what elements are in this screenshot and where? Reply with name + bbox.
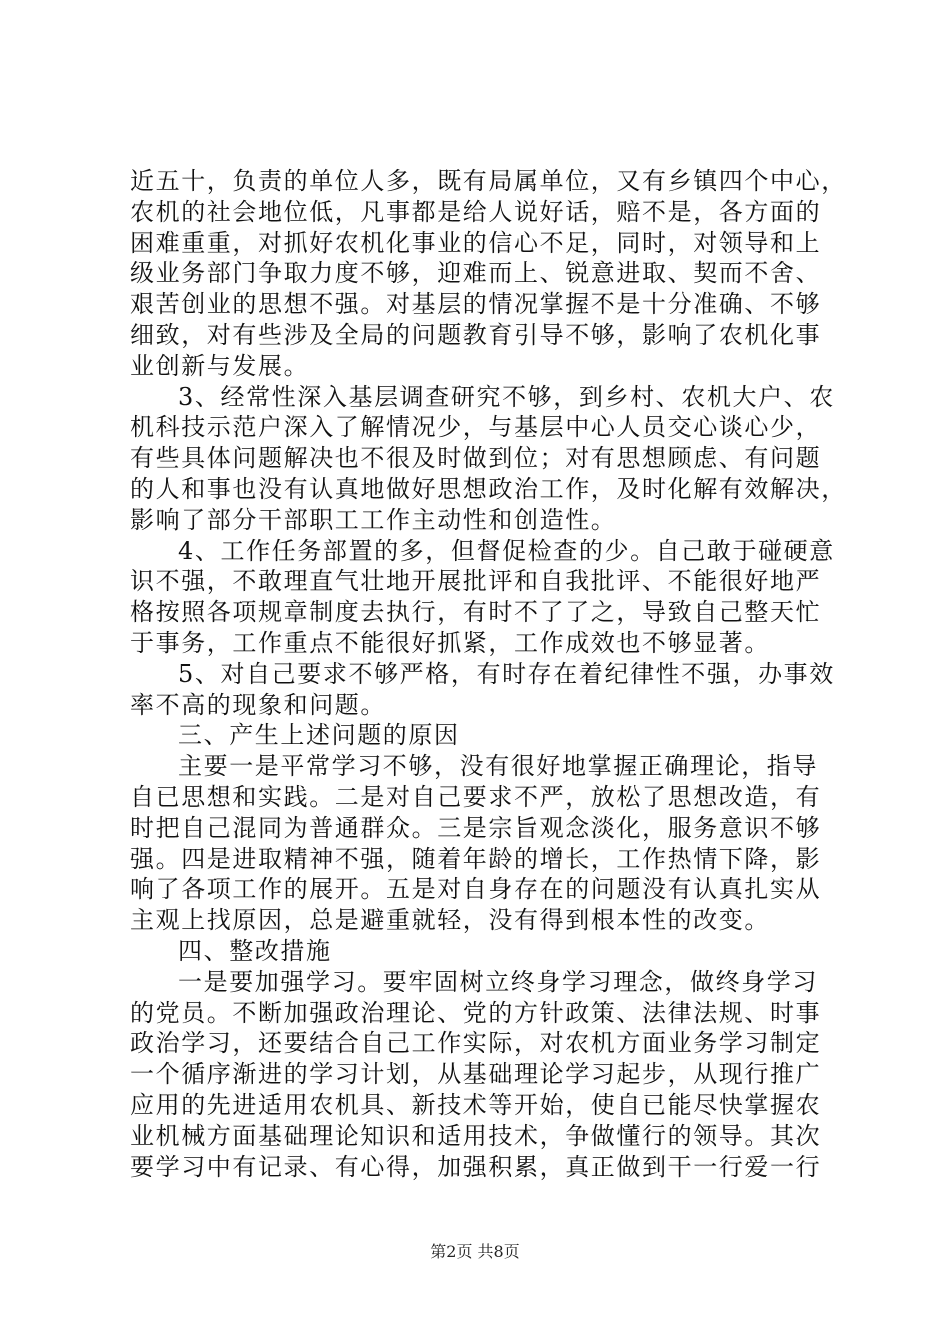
text-line: 农机的社会地位低，凡事都是给人说好话，赔不是，各方面的 xyxy=(130,197,822,226)
text-line: 一是要加强学习。要牢固树立终身学习理念，做终身学习 xyxy=(178,967,818,996)
text-line: 3、经常性深入基层调查研究不够，到乡村、农机大户、农 xyxy=(178,382,835,411)
text-line: 业机械方面基础理论知识和适用技术，争做懂行的领导。其次 xyxy=(130,1121,822,1150)
text-line: 强。四是进取精神不强，随着年龄的增长，工作热情下降，影 xyxy=(130,844,822,873)
text-line: 三、产生上述问题的原因 xyxy=(178,721,460,750)
text-line: 率不高的现象和问题。 xyxy=(130,690,386,719)
text-line: 要学习中有记录、有心得，加强积累，真正做到干一行爱一行 xyxy=(130,1152,822,1181)
text-line: 艰苦创业的思想不强。对基层的情况掌握不是十分准确、不够 xyxy=(130,290,822,319)
text-line: 于事务，工作重点不能很好抓紧，工作成效也不够显著。 xyxy=(130,628,770,657)
text-line: 格按照各项规章制度去执行，有时不了了之，导致自己整天忙 xyxy=(130,598,822,627)
text-line: 响了各项工作的展开。五是对自身存在的问题没有认真扎实从 xyxy=(130,875,822,904)
text-line: 困难重重，对抓好农机化事业的信心不足，同时，对领导和上 xyxy=(130,228,822,257)
text-line: 的党员。不断加强政治理论、党的方针政策、法律法规、时事 xyxy=(130,998,822,1027)
text-line: 5、对自己要求不够严格，有时存在着纪律性不强，办事效 xyxy=(178,659,835,688)
text-line: 主要一是平常学习不够，没有很好地掌握正确理论，指导 xyxy=(178,752,818,781)
text-line: 机科技示范户深入了解情况少，与基层中心人员交心谈心少， xyxy=(130,413,822,442)
text-line: 一个循序渐进的学习计划，从基础理论学习起步，从现行推广 xyxy=(130,1060,822,1089)
text-line: 有些具体问题解决也不很及时做到位；对有思想顾虑、有问题 xyxy=(130,444,822,473)
document-body xyxy=(130,166,847,1182)
text-line: 近五十，负责的单位人多，既有局属单位，又有乡镇四个中心， xyxy=(130,167,847,195)
text-line: 级业务部门争取力度不够，迎难而上、锐意进取、契而不舍、 xyxy=(130,259,822,288)
text-line: 业创新与发展。 xyxy=(130,351,310,380)
page-number-footer: 第2页 共8页 xyxy=(430,1242,520,1261)
text-line: 的人和事也没有认真地做好思想政治工作，及时化解有效解决， xyxy=(130,474,847,503)
text-line: 细致，对有些涉及全局的问题教育引导不够，影响了农机化事 xyxy=(130,320,822,349)
text-line: 应用的先进适用农机具、新技术等开始，使自已能尽快掌握农 xyxy=(130,1090,822,1119)
text-line: 识不强，不敢理直气壮地开展批评和自我批评、不能很好地严 xyxy=(130,567,822,596)
text-line: 时把自己混同为普通群众。三是宗旨观念淡化，服务意识不够 xyxy=(130,813,822,842)
text-line: 影响了部分干部职工工作主动性和创造性。 xyxy=(130,505,617,534)
text-line: 政治学习，还要结合自己工作实际，对农机方面业务学习制定 xyxy=(130,1029,822,1058)
text-line: 四、整改措施 xyxy=(178,936,332,965)
text-line: 4、工作任务部置的多，但督促检查的少。自己敢于碰硬意 xyxy=(178,536,835,565)
text-line: 主观上找原因，总是避重就轻，没有得到根本性的改变。 xyxy=(130,906,770,935)
text-line: 自已思想和实践。二是对自己要求不严，放松了思想改造，有 xyxy=(130,782,822,811)
